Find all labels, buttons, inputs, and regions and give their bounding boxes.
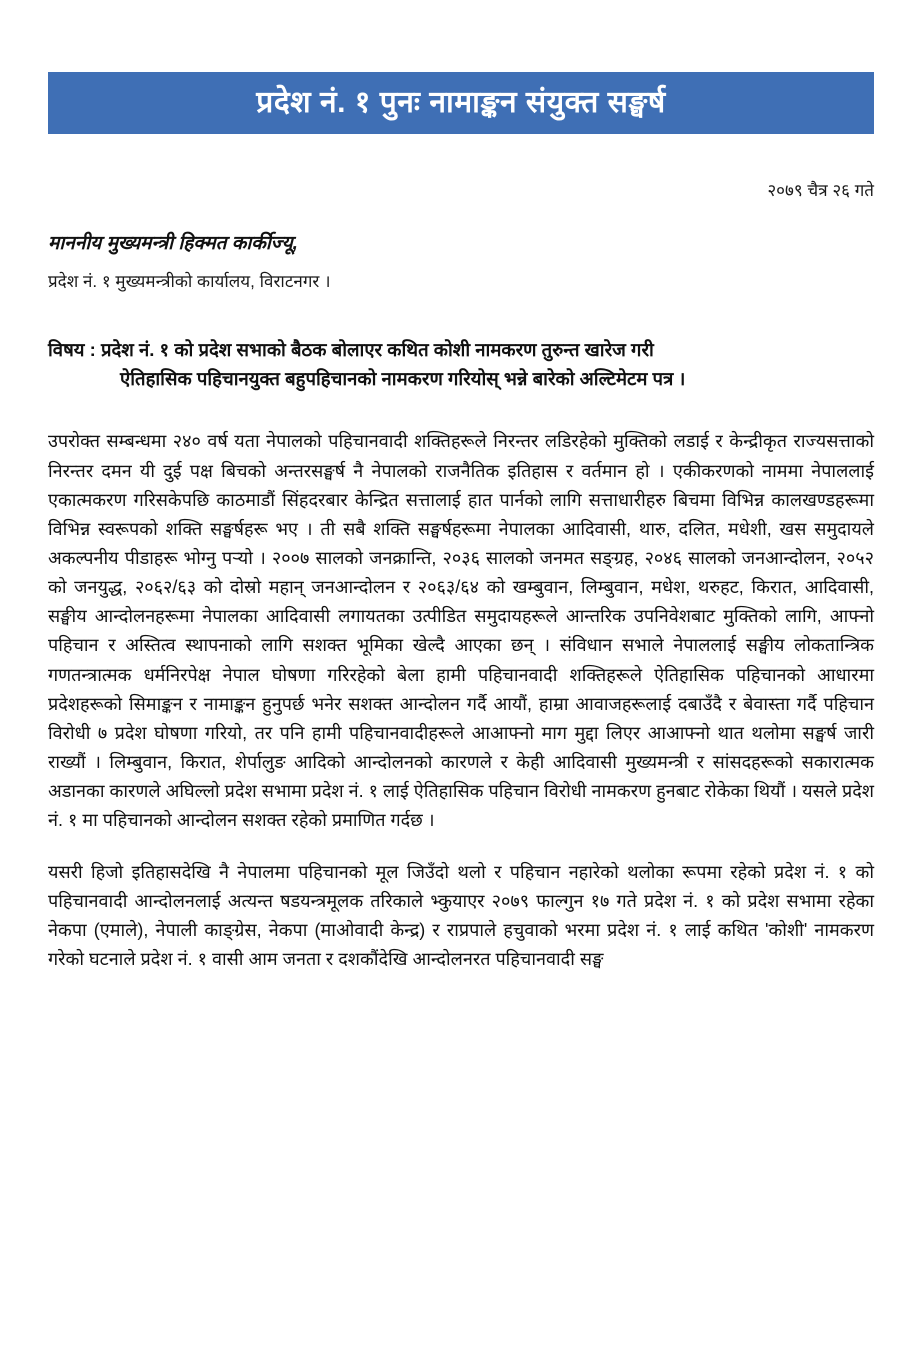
document-page [0,72,922,1348]
subject-line-2: ऐतिहासिक पहिचानयुक्त बहुपहिचानको नामकरण गरियोस् भन्ने बारेको अल्टिमेटम पत्र । [120,367,686,389]
body-paragraph-1: उपरोक्त सम्बन्धमा २४० वर्ष यता नेपालको पहिचानवादी शक्तिहरूले निरन्तर लडिरहेको मुक्तिको लडाई र केन्द्रीकृत राज्यसत्ताको निरन्तर दमन यी दुई पक्ष बिचको अन्तरसङ्घर्ष नै नेपालको राजनैतिक इतिहास र वर्तमान हो । एकीकरणको नाममा नेपाललाई एकात्मकरण गरिसकेपछि काठमाडौं सिंहदरबार केन्द्रित सत्तालाई हात पार्नको लागि सत्ताधारीहरु बिचमा विभिन्न कालखण्डहरूमा विभिन्न स्वरूपको शक्ति सङ्घर्षहरू भए । ती सबै शक्ति सङ्घर्षहरूमा नेपालका आदिवासी, थारु, दलित, मधेशी, खस समुदायले अकल्पनीय पीडाहरू भोग्नु पऱ्यो । २००७ सालको जनक्रान्ति, २०३६ सालको जनमत सङ्ग्रह, २०४६ सालको जनआन्दोलन, २०५२ को जनयुद्ध, २०६२/६३ को दोस्रो महान् जनआन्दोलन र २०६३/६४ को खम्बुवान, लिम्बुवान, मधेश, थरुहट, किरात, आदिवासी, सङ्घीय आन्दोलनहरूमा नेपालका आदिवासी लगायतका उत्पीडित समुदायहरूले आन्तरिक उपनिवेशबाट मुक्तिको लागि, आफ्नो पहिचान र अस्तित्व स्थापनाको लागि सशक्त भूमिका खेल्दै आएका छन् । संविधान सभाले नेपाललाई सङ्घीय लोकतान्त्रिक गणतन्त्रात्मक धर्मनिरपेक्ष नेपाल घोषणा गरिरहेको बेला हामी पहिचानवादी शक्तिहरूले ऐतिहासिक पहिचानको आधारमा प्रदेशहरूको सिमाङ्कन र नामाङ्कन हुनुपर्छ भनेर सशक्त आन्दोलन गर्दै आयौं, हाम्रा आवाजहरूलाई दबाउँदै र बेवास्ता गर्दै पहिचान विरोधी ७ प्रदेश घोषणा गरियो, तर पनि हामी पहिचानवादीहरूले आआफ्नो माग मुद्दा लिएर आआफ्नो थात थलोमा सङ्घर्ष जारी राख्यौं । लिम्बुवान, किरात, शेर्पालुङ आदिको आन्दोलनको कारणले र केही आदिवासी मुख्यमन्त्री र सांसदहरूको सकारात्मक अडानका कारणले अघिल्लो प्रदेश सभामा प्रदेश नं. १ लाई ऐतिहासिक पहिचान विरोधी नामकरण हुनबाट रोकेका थियौं । यसले प्रदेश नं. १ मा पहिचानको आन्दोलन सशक्त रहेको प्रमाणित गर्दछ । [48,431,874,831]
salutation-line: माननीय मुख्यमन्त्री हिक्मत कार्कीज्यू, [48,233,298,254]
document-banner [48,72,874,134]
subject-line-1: विषय : प्रदेश नं. १ को प्रदेश सभाको बैठक बोलाएर कथित कोशी नामकरण तुरुन्त खारेज गरी [48,339,654,360]
subject-block [48,336,874,393]
document-date: २०७९ चैत्र २६ गते [767,181,874,200]
banner-title: प्रदेश नं. १ पुनः नामाङ्कन संयुक्त सङ्घर्ष [256,86,666,119]
body-paragraph-2: यसरी हिजो इतिहासदेखि नै नेपालमा पहिचानको मूल जिउँदो थलो र पहिचान नहारेको थलोका रूपमा रहेको प्रदेश नं. १ को पहिचानवादी आन्दोलनलाई अत्यन्त षडयन्त्रमूलक तरिकाले भ्कुयाएर २०७९ फाल्गुन १७ गते प्रदेश नं. १ को प्रदेश सभामा रहेका नेकपा (एमाले), नेपाली काङ्ग्रेस, नेकपा (माओवादी केन्द्र) र राप्रपाले हचुवाको भरमा प्रदेश नं. १ लाई कथित 'कोशी' नामकरण गरेको घटनाले प्रदेश नं. १ वासी आम जनता र दशकौंदेखि आन्दोलनरत पहिचानवादी सङ्घ [48,861,874,969]
office-address-line: प्रदेश नं. १ मुख्यमन्त्रीको कार्यालय, विराटनगर । [48,272,331,291]
